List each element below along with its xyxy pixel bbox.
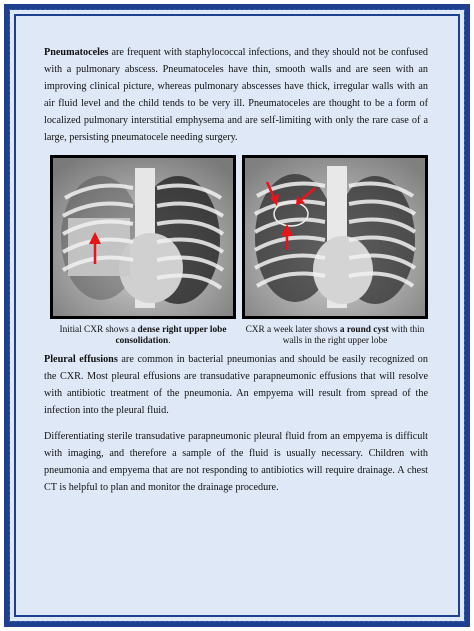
term-pneumatoceles: Pneumatoceles [44, 47, 109, 58]
paragraph-pleural-effusions [44, 351, 428, 419]
document-body [44, 44, 428, 505]
paragraph-pneumatoceles [44, 44, 428, 146]
paragraph-text: are common in bacterial pneumonias and should be easily recognized on the CXR. Most pleural effusions are transudative parapneumonic effusions that will resolve with antibiotic treatment of the pneumonia. An empyema will result from spread of the infection into the pleural fluid. [44, 354, 428, 416]
term-pleural-effusions: Pleural effusions [44, 354, 118, 365]
paragraph-empyema: Differentiating sterile transudative parapneumonic pleural fluid from an empyema is difficult with imaging, and therefore a sample of the fluid is usually necessary. Children with pneumonia and empyema that are not responding to antibiotics will require drainage. A chest CT is helpful to plan and monitor the drainage procedure. [44, 431, 428, 493]
xray-image-followup [242, 155, 428, 319]
figure-row [44, 155, 428, 345]
figure-initial-cxr [50, 155, 236, 347]
figure-followup-cxr [242, 155, 428, 347]
paragraph-text: are frequent with staphylococcal infections, and they should not be confused with a pulmonary abscess. Pneumatoceles have thin, smooth walls and are seen with an improving clinical picture, whereas pulmonary abscesses have thick, irregular walls with an air fluid level and the child tends to be very ill. Pneumatoceles are thought to be a form of localized pulmonary interstitial emphysema and are self-limiting with only the rare case of a large, persisting pneumatocele needing surgery. [44, 47, 428, 143]
xray-image-initial [50, 155, 236, 319]
caption-initial-cxr: Initial CXR shows a dense right upper lobe consolidation. [59, 325, 227, 346]
caption-followup-cxr: CXR a week later shows a round cyst with thin walls in the right upper lobe [245, 325, 425, 346]
